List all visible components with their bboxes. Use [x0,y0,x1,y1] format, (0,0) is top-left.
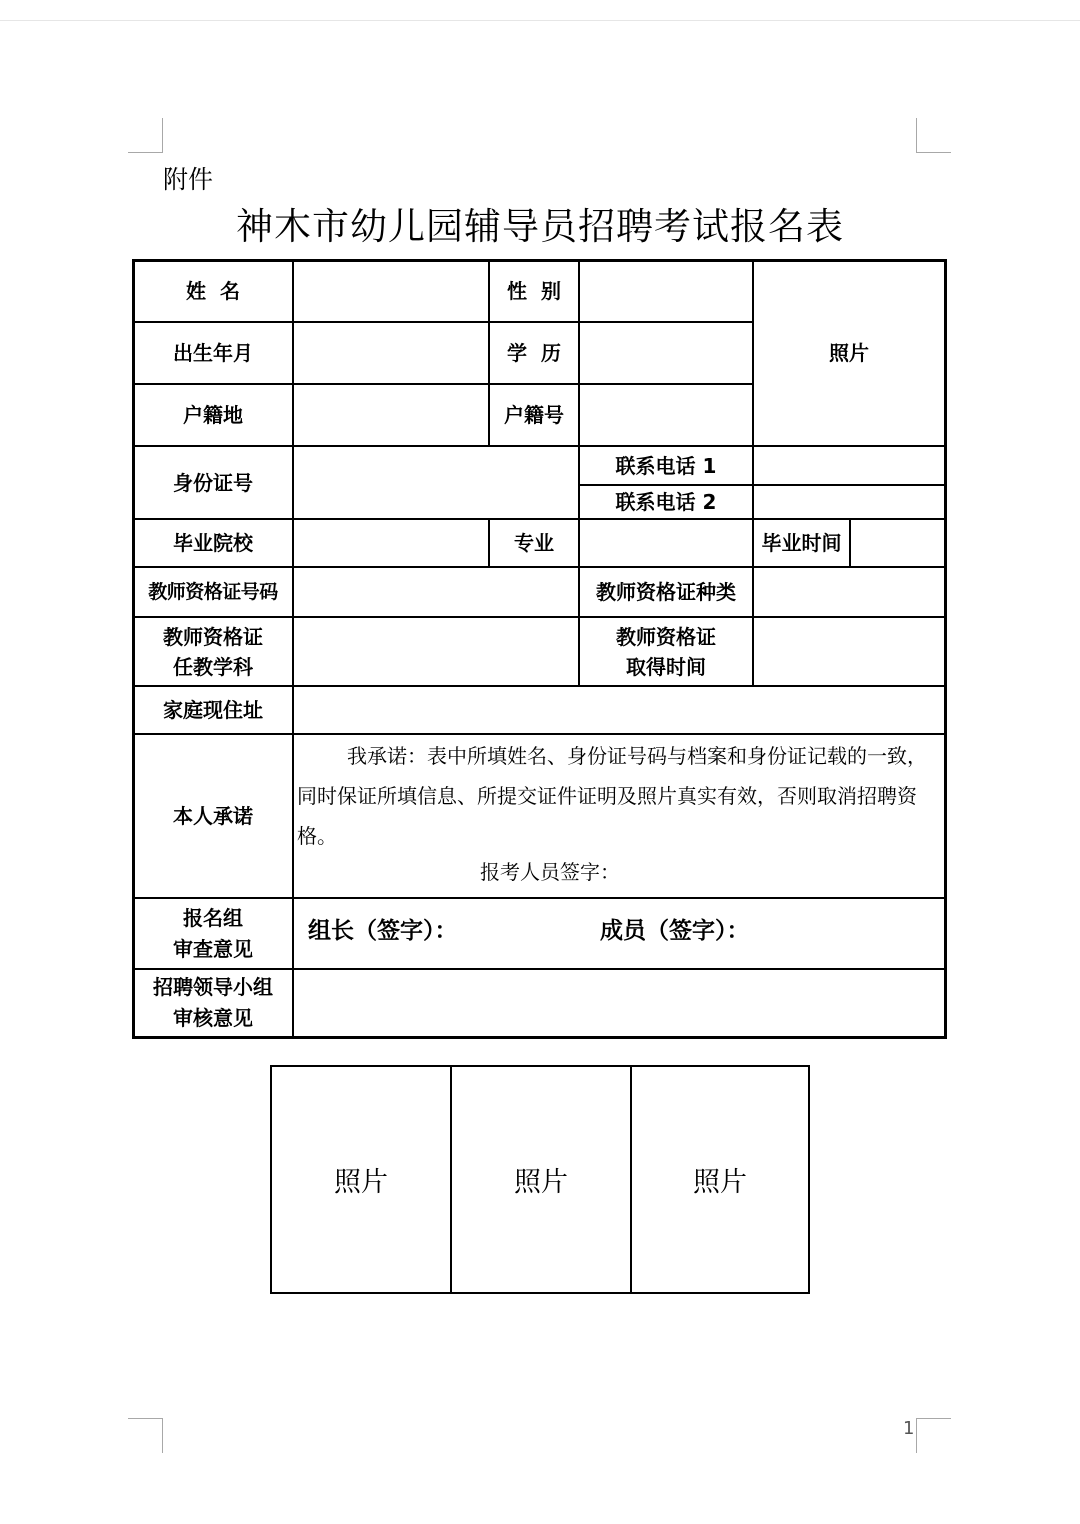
photo-cell: 照片 [829,341,869,365]
page-title: 神木市幼儿园辅导员招聘考试报名表 [236,205,844,248]
photo-box-2: 照片 [514,1167,568,1198]
approve-field[interactable] [294,970,944,1036]
education-label: 学 历 [507,341,561,365]
cert-subject-label-line1: 教师资格证 [163,624,263,649]
table-border-bottom [132,1036,947,1039]
cert-type-field[interactable] [754,568,944,616]
birth-field[interactable] [294,323,488,383]
gender-label: 性 别 [507,279,561,303]
name-field[interactable] [294,261,488,321]
grad-time-label: 毕业时间 [761,531,842,555]
pledge-text: 我承诺：表中所填姓名、身份证号码与档案和身份证记载的一致，同时保证所填信息、所提交证件证明及照片真实有效，否则取消招聘资格。 [297,744,927,848]
cert-no-field[interactable] [294,568,578,616]
major-label: 专业 [514,531,554,555]
gender-field[interactable] [580,261,752,321]
photo-strip [270,1065,810,1294]
pledge-label: 本人承诺 [173,804,253,828]
approve-label-line2: 审核意见 [173,1006,253,1030]
phone1-field[interactable] [754,447,944,484]
margin-mark-top-left [128,118,163,153]
school-label: 毕业院校 [173,531,253,555]
cert-subject-label [134,618,292,685]
phone2-field[interactable] [754,486,944,518]
address-label: 家庭现住址 [163,698,263,722]
cert-time-field[interactable] [754,618,944,685]
photo-box-3: 照片 [693,1167,747,1198]
hukou-no-field[interactable] [580,385,752,445]
pledge-sign-label: 报考人员签字： [480,860,620,884]
school-field[interactable] [294,520,488,566]
cert-subject-field[interactable] [294,618,578,685]
id-label: 身份证号 [173,470,253,495]
phone1-label: 联系电话 1 [615,453,717,478]
margin-mark-bottom-left [128,1418,163,1453]
cert-type-label: 教师资格证种类 [596,580,736,604]
birth-label: 出生年月 [173,341,253,365]
attachment-label: 附件 [163,165,214,194]
review-member-sign: 成员（签字）： [600,918,750,944]
cert-time-label-line1: 教师资格证 [616,624,716,649]
photo-box-1: 照片 [334,1167,388,1198]
cert-time-label [580,618,752,685]
page-top-border [0,20,1080,21]
phone2-label: 联系电话 2 [615,490,717,514]
table-border-right [944,259,947,1039]
review-label [134,899,292,968]
education-field[interactable] [580,323,752,383]
hukou-no-label: 户籍号 [504,403,564,427]
approve-label [134,970,292,1036]
name-label: 姓 名 [186,279,240,303]
margin-mark-bottom-right [916,1418,951,1453]
cert-subject-label-line2: 任教学科 [173,654,253,679]
grad-time-field[interactable] [851,520,944,566]
page-number: 1 [903,1418,915,1439]
review-label-line1: 报名组 [183,905,243,930]
hukou-place-label: 户籍地 [183,403,243,427]
cert-no-label: 教师资格证号码 [148,580,278,603]
hukou-place-field[interactable] [294,385,488,445]
margin-mark-top-right [916,118,951,153]
review-leader-sign: 组长（签字）： [308,918,458,944]
review-label-line2: 审查意见 [173,936,253,961]
approve-label-line1: 招聘领导小组 [153,975,273,999]
major-field[interactable] [580,520,752,566]
id-field[interactable] [294,447,578,518]
cert-time-label-line2: 取得时间 [626,654,706,679]
address-field[interactable] [294,687,944,733]
